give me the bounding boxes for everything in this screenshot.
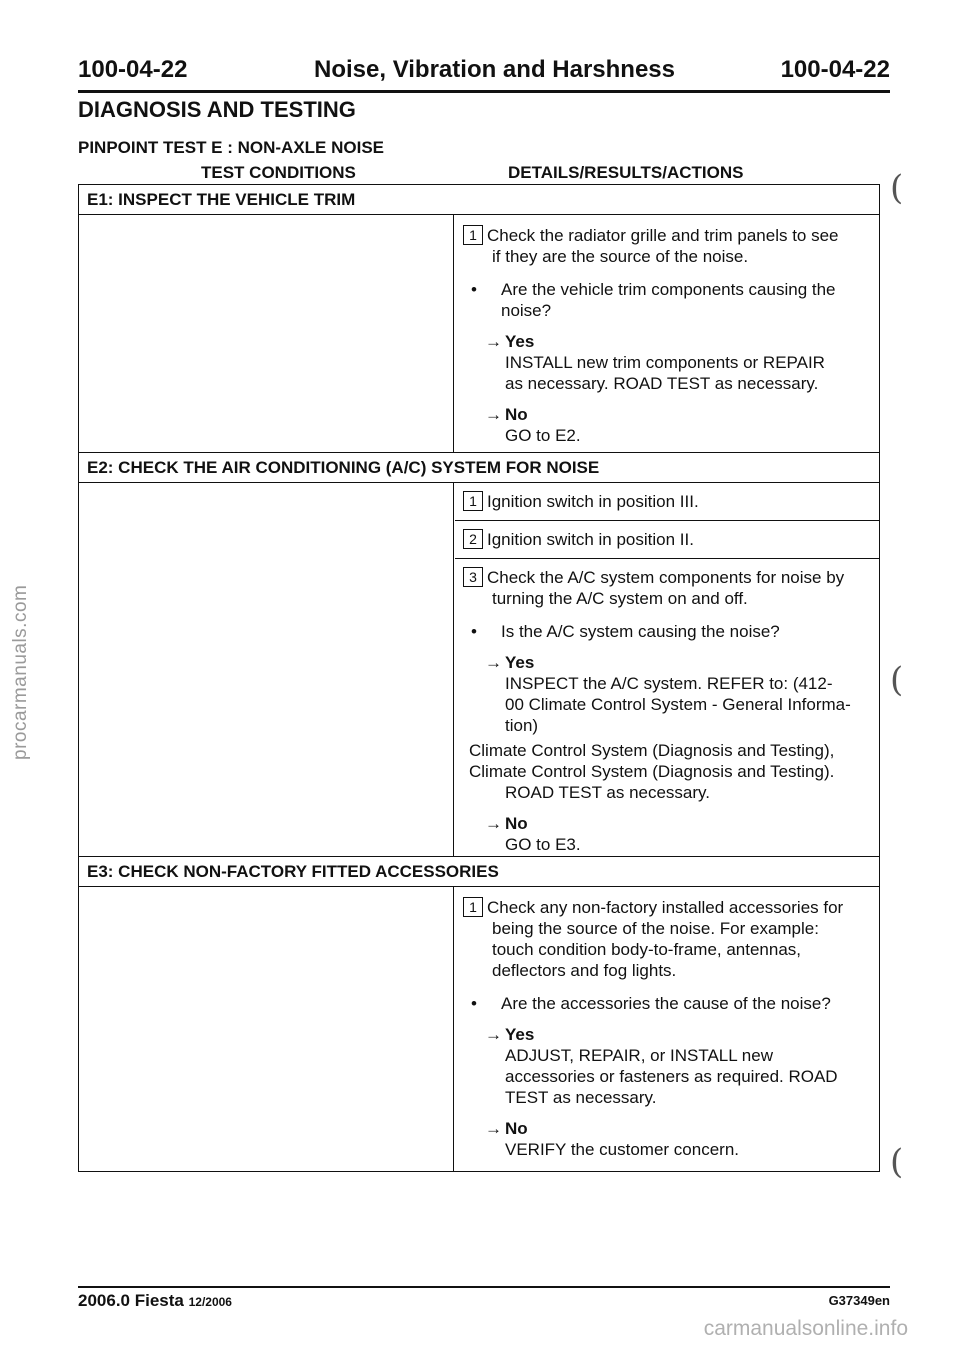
e3-yes: → Yes ADJUST, REPAIR, or INSTALL new accessories or fasteners as required. ROAD TEST as necessary. [485, 1025, 838, 1107]
footer-rule [78, 1286, 890, 1288]
step-e2-header: E2: CHECK THE AIR CONDITIONING (A/C) SYSTEM FOR NOISE [79, 453, 879, 483]
e2-no: → No GO to E3. [485, 814, 581, 854]
arrow-right-icon: → [485, 332, 502, 351]
e3-question: • Are the accessories the cause of the noise? [471, 994, 831, 1013]
e2-action-3: 3 Check the A/C system components for noise by turning the A/C system on and off. [455, 559, 879, 615]
bullet-icon: • [471, 994, 477, 1013]
e3-action: 1 Check any non-factory installed accessories for being the source of the noise. For example: touch condition body-to-frame, antennas, deflectors and fog lights. [455, 887, 879, 987]
step-number-box: 1 [463, 897, 483, 917]
pinpoint-table [78, 184, 880, 1172]
header-rule [78, 90, 890, 93]
footer-model: 2006.0 Fiesta 12/2006 [78, 1291, 232, 1310]
e1-yes: → Yes INSTALL new trim components or REPAIR as necessary. ROAD TEST as necessary. [485, 332, 825, 393]
binder-hole-mark-icon: ( [890, 660, 904, 700]
column-header-details: DETAILS/RESULTS/ACTIONS [508, 163, 744, 182]
pinpoint-title: PINPOINT TEST E : NON-AXLE NOISE [78, 138, 385, 157]
step-number-box: 3 [463, 567, 483, 587]
step-number-box: 1 [463, 225, 483, 245]
bullet-icon: • [471, 280, 477, 299]
page-header [78, 56, 890, 86]
e1-question: • Are the vehicle trim components causing the noise? [471, 280, 836, 320]
column-header-test-conditions: TEST CONDITIONS [201, 163, 356, 182]
header-title: Noise, Vibration and Harshness [314, 56, 675, 83]
step-e3-body [79, 887, 879, 1171]
arrow-right-icon: → [485, 405, 502, 424]
e1-action: 1 Check the radiator grille and trim panels to see if they are the source of the noise. [455, 215, 879, 273]
header-page-number-left: 100-04-22 [78, 56, 188, 83]
step-e1-body [79, 215, 879, 453]
step-number-box: 2 [463, 529, 483, 549]
e1-no: → No GO to E2. [485, 405, 581, 445]
arrow-right-icon: → [485, 653, 502, 672]
step-e1-header: E1: INSPECT THE VEHICLE TRIM [79, 185, 879, 215]
arrow-right-icon: → [485, 1119, 502, 1138]
step-e2-body [79, 483, 879, 857]
step-number-box: 1 [463, 491, 483, 511]
e2-yes: → Yes INSPECT the A/C system. REFER to: (412- 00 Climate Control System - General Informa- tion) Climate Control System (Diagnosis and Testing), Climate Control System (Diagnosis and Testing). ROAD TEST as necessary. [469, 653, 851, 802]
bullet-icon: • [471, 622, 477, 641]
bottom-watermark: carmanualsonline.info [703, 1317, 908, 1340]
header-page-number-right: 100-04-22 [780, 56, 890, 83]
binder-hole-mark-icon: ( [890, 1142, 904, 1182]
e2-action-2: 2 Ignition switch in position II. [455, 521, 879, 559]
e3-no: → No VERIFY the customer concern. [485, 1119, 740, 1159]
footer-code: G37349en [828, 1293, 890, 1308]
step-e3-header: E3: CHECK NON-FACTORY FITTED ACCESSORIES [79, 857, 879, 887]
binder-hole-mark-icon: ( [890, 168, 904, 208]
arrow-right-icon: → [485, 1025, 502, 1044]
side-watermark: procarmanuals.com [10, 584, 31, 760]
arrow-right-icon: → [485, 814, 502, 833]
e2-action-1: 1 Ignition switch in position III. [455, 483, 879, 521]
section-title: DIAGNOSIS AND TESTING [78, 97, 356, 122]
e2-question: • Is the A/C system causing the noise? [471, 622, 780, 641]
footer-date: 12/2006 [188, 1295, 232, 1309]
